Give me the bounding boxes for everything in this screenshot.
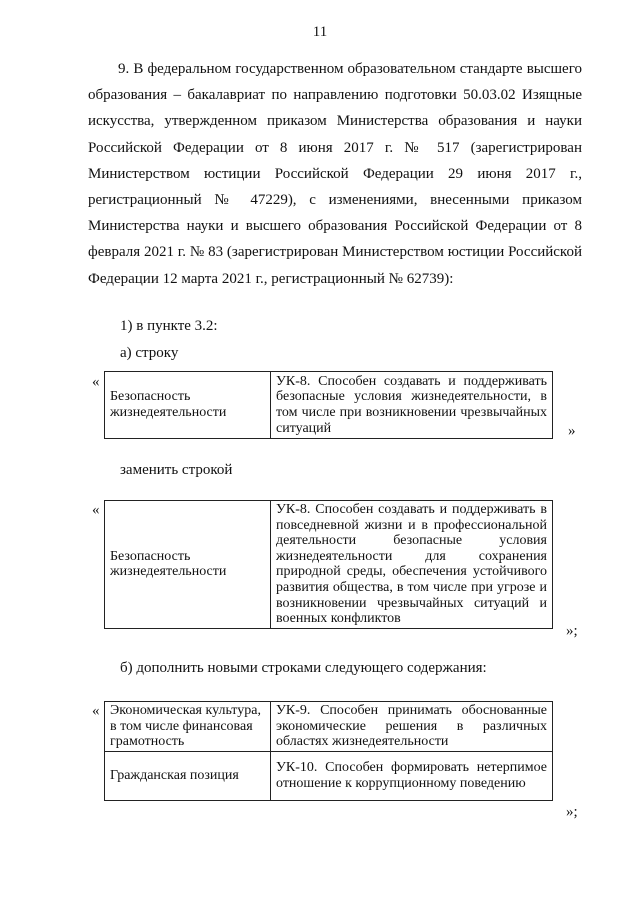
open-quote: « [92, 374, 100, 390]
table-old-row [104, 371, 553, 439]
table-added-rows [104, 701, 553, 801]
open-quote: « [92, 502, 100, 518]
close-quote-semicolon: »; [566, 623, 578, 639]
table-new-row [104, 500, 553, 629]
table-row [105, 702, 553, 752]
item-1: 1) в пункте 3.2: [120, 318, 218, 334]
category-cell: Безопасность жизнедеятельности [105, 372, 271, 439]
close-quote-semicolon: »; [566, 804, 578, 820]
open-quote: « [92, 703, 100, 719]
close-quote: » [568, 423, 576, 439]
competence-cell: УК-9. Способен принимать обоснованные экономические решения в различных областях жизнедеятельности [271, 702, 553, 752]
category-cell: Гражданская позиция [105, 751, 271, 800]
competence-cell: УК-8. Способен создавать и поддерживать в повседневной жизни и в профессиональной деятельности безопасные условия жизнедеятельности для сохранения природной среды, обеспечения устойчивого развития общества, в том числе при угрозе и возникновении чрезвычайных ситуаций и военных конфликтов [271, 501, 553, 629]
paragraph-9: 9. В федеральном государственном образовательном стандарте высшего образования – бакалавриат по направлению подготовки 50.03.02 Изящные искусства, утвержденном приказом Министерства образования и науки Российской Федерации от 8 июня 2017 г. № 517 (зарегистрирован Министерством юстиции Российской Федерации 29 июня 2017 г., регистрационный № 47229), с изменениями, внесенными приказом Министерства науки и высшего образования Российской Федерации от 8 февраля 2021 г. № 83 (зарегистрирован Министерством юстиции Российской Федерации 12 марта 2021 г., регистрационный № 62739): [88, 61, 582, 287]
table-row [105, 751, 553, 800]
competence-cell: УК-10. Способен формировать нетерпимое отношение к коррупционному поведению [271, 751, 553, 800]
competence-cell: УК-8. Способен создавать и поддерживать безопасные условия жизнедеятельности, в том числе при возникновении чрезвычайных ситуаций [271, 372, 553, 439]
item-b: б) дополнить новыми строками следующего содержания: [120, 660, 487, 676]
replace-label: заменить строкой [120, 462, 233, 478]
item-a: а) строку [120, 345, 179, 361]
category-cell: Безопасность жизнедеятельности [105, 501, 271, 629]
table-row [105, 372, 553, 439]
page-number: 11 [312, 24, 328, 40]
table-row [105, 501, 553, 629]
category-cell: Экономическая культура, в том числе финансовая грамотность [105, 702, 271, 752]
